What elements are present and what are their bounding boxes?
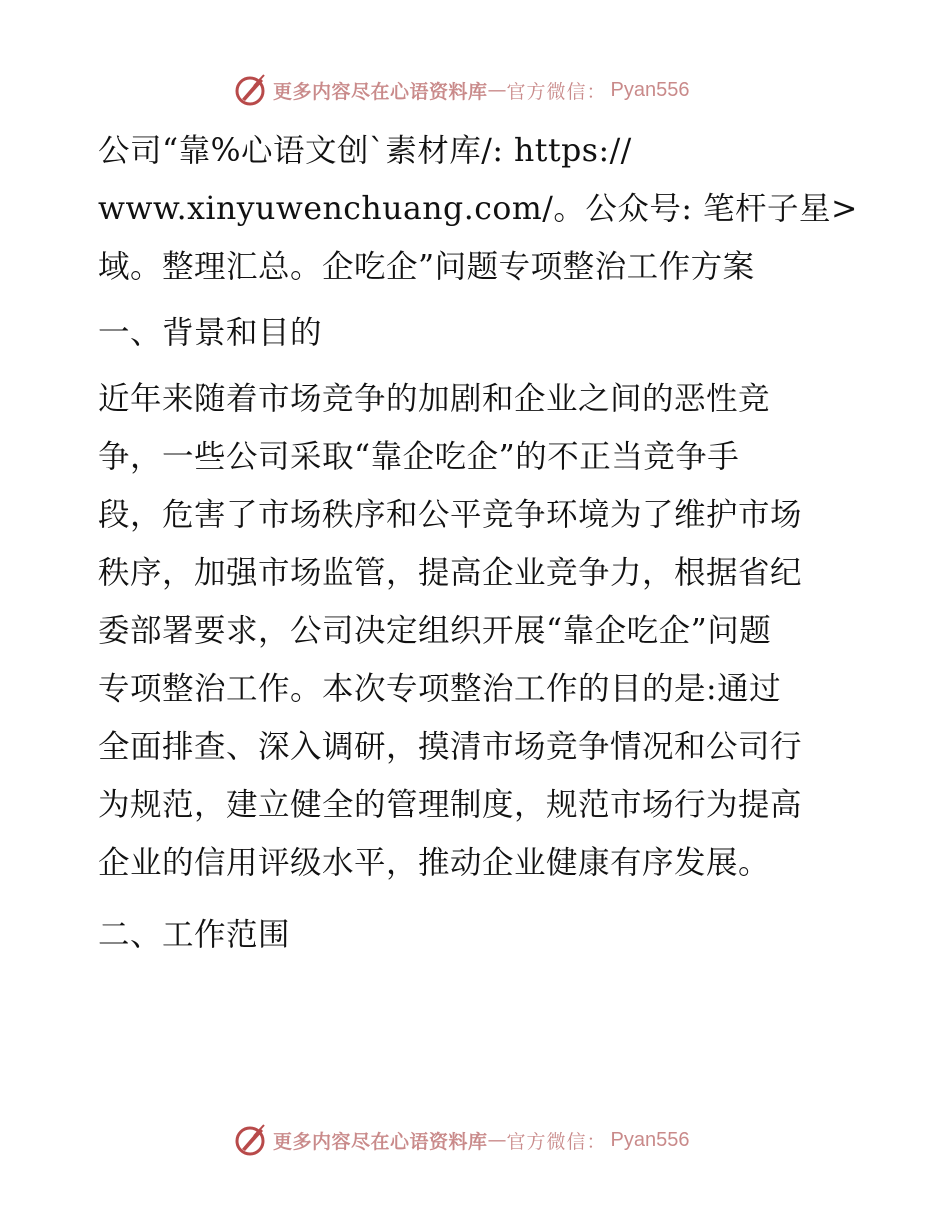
paragraph-line: 为规范，建立健全的管理制度，规范市场行为提高 [98,787,803,823]
paragraph-line: 委部署要求，公司决定组织开展“靠企吃企”问题 [98,613,772,649]
header-watermark-banner [233,70,690,110]
paragraph-line: 企业的信用评级水平，推动企业健康有序发展。 [98,845,771,881]
paragraph-line: 专项整治工作。本次专项整治工作的目的是:通过 [98,671,782,707]
quill-logo-icon [233,72,269,108]
intro-line: www.xinyuwenchuang.com/。公众号: 笔杆子星> [98,191,858,227]
banner-official-label: 官方微信： [506,1130,607,1153]
paragraph-line: 全面排查、深入调研，摸清市场竞争情况和公司行 [98,729,803,765]
intro-line: 域。整理汇总。企吃企”问题专项整治工作方案 [98,249,755,285]
banner-slogan: 更多内容尽在心语资料库 [273,80,488,103]
section-heading-background: 一、背景和目的 [98,315,323,351]
banner-separator: — [487,79,507,101]
banner-wechat-id: Pyan556 [610,78,690,101]
footer-watermark-banner [233,1120,690,1160]
paragraph-line: 段，危害了市场秩序和公平竞争环境为了维护市场 [98,497,803,533]
paragraph-line: 秩序，加强市场监管，提高企业竞争力，根据省纪 [98,555,803,591]
paragraph-line: 近年来随着市场竞争的加剧和企业之间的恶性竞 [98,381,771,417]
intro-line: 公司“靠%心语文创`素材库/: https:// [98,133,632,169]
banner-official-label: 官方微信： [506,80,607,103]
banner-slogan: 更多内容尽在心语资料库 [273,1130,488,1153]
section-heading-scope: 二、工作范围 [98,917,291,953]
banner-separator: — [487,1129,507,1151]
quill-logo-icon [233,1122,269,1158]
banner-wechat-id: Pyan556 [610,1128,690,1151]
paragraph-line: 争，一些公司采取“靠企吃企”的不正当竞争手 [98,439,740,475]
document-body [98,122,858,964]
